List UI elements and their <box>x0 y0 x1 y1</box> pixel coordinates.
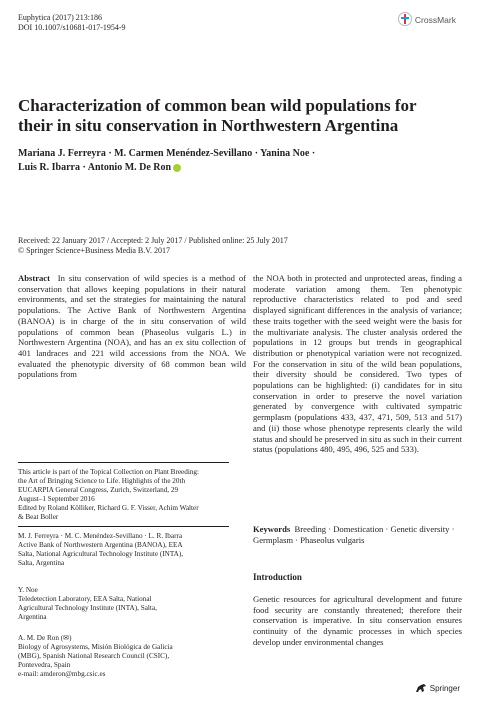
keywords-label: Keywords <box>253 524 291 534</box>
affiliation-line: Teledetection Laboratory, EEA Salta, National <box>18 595 152 603</box>
affiliation-line: Salta, Argentina <box>18 559 65 567</box>
keywords <box>253 524 462 545</box>
affiliation-1 <box>18 532 246 568</box>
author-line-1: Mariana J. Ferreyra · M. Carmen Menéndez-Sevillano · Yanina Noe · <box>18 148 316 159</box>
affiliation-line: Salta, National Agricultural Technology Institute (INTA), <box>18 550 184 558</box>
affiliation-3 <box>18 634 246 679</box>
publication-dates <box>18 236 458 256</box>
introduction-text: Genetic resources for agricultural development and future food security are constantly threatened; therefore their conservation is imperative. In situ conservation ensures continuity of the dynamic processes in which species develop under environmental changes <box>253 594 462 647</box>
history-dates: Received: 22 January 2017 / Accepted: 2 July 2017 / Published online: 25 July 2017 <box>18 236 288 245</box>
abstract-text-right: the NOA both in protected and unprotected areas, finding a moderate variation among them. Ten phenotypic reproductive characteristics related to pod and seed displayed significant differences in the analysis of variance; these traits together with the seed weight were the basis for the multivariate analysis. The cluster analysis ordered the populations in 12 groups but trends in geographical distribution or phenotypical variation were not recognized. For the conservation in situ of the wild bean populations, their diversity should be considered. Two types of populations can be highlighted: (i) candidates for in situ conservation in order to preserve the novel variation generated by convergence with cultivated sympatric germplasm (populations 433, 437, 471, 509, 513 and 517) and (ii) those whose phenotype represents clearly the wild status and should be preserved in situ as such in their current status (populations 480, 495, 496, 525 and 533). <box>253 273 462 455</box>
email-link[interactable]: e-mail: amderon@mbg.csic.es <box>18 670 106 678</box>
keywords-text: Breeding · Domestication · Genetic diversity · Germplasm · Phaseolus vulgaris <box>253 524 455 545</box>
affiliation-line: Pontevedra, Spain <box>18 661 71 669</box>
abstract-label: Abstract <box>18 273 50 283</box>
doi[interactable]: DOI 10.1007/s10681-017-1954-9 <box>18 23 126 32</box>
affiliation-line: (MBG), Spanish National Research Council (CSIC), <box>18 652 170 660</box>
affiliation-line: Active Bank of Northwestern Argentina (BANOA), EEA <box>18 541 183 549</box>
collection-note-line: the Art of Bringing Science to Life. Highlights of the 20th <box>18 477 186 485</box>
crossmark-label: CrossMark <box>414 15 456 25</box>
article-title: Characterization of common bean wild populations for their in situ conservation in Northwestern Argentina <box>18 96 417 135</box>
footnote-divider <box>18 462 229 463</box>
author-line-2: Luis R. Ibarra · Antonio M. De Ron <box>18 162 172 173</box>
springer-logo <box>415 683 460 693</box>
crossmark-badge[interactable] <box>398 12 456 28</box>
orcid-icon[interactable] <box>173 164 181 172</box>
affiliation-line: Argentina <box>18 613 47 621</box>
introduction-heading: Introduction <box>253 572 302 582</box>
collection-note-line: Edited by Roland Kölliker, Richard G. F. Visser, Achim Walter <box>18 504 199 512</box>
journal-citation: Euphytica (2017) 213:186 <box>18 13 102 22</box>
author-list <box>18 147 458 175</box>
publisher-name: Springer <box>429 683 460 693</box>
affiliation-line: Biology of Agrosystems, Misión Biológica de Galicia <box>18 643 173 651</box>
affiliation-divider <box>18 526 229 527</box>
collection-note <box>18 468 246 522</box>
copyright: © Springer Science+Business Media B.V. 2017 <box>18 246 170 255</box>
springer-horse-icon <box>415 683 427 693</box>
collection-note-line: & Beat Boller <box>18 513 59 521</box>
journal-header <box>18 13 126 33</box>
affiliation-line: M. J. Ferreyra · M. C. Menéndez-Sevillano · L. R. Ibarra <box>18 532 183 540</box>
abstract-right-column <box>253 273 462 455</box>
collection-note-line: This article is part of the Topical Collection on Plant Breeding: <box>18 468 200 476</box>
abstract-left-column <box>18 273 246 380</box>
collection-note-line: EUCARPIA General Congress, Zurich, Switzerland, 29 <box>18 486 179 494</box>
affiliation-2 <box>18 586 246 622</box>
affiliation-line: Agricultural Technology Institute (INTA), Salta, <box>18 604 157 612</box>
collection-note-line: August–1 September 2016 <box>18 495 95 503</box>
abstract-text-left: In situ conservation of wild species is a method of conservation that allows keeping populations in their natural environments, and set the strategies for maintaining the natural populations. The Active Bank of Northwestern Argentina (BANOA) is in charge of the in situ conservation of wild populations of common bean (Phaseolus vulgaris L.) in Northwestern Argentina (NOA), and has an ex situ collection of 401 landraces and 221 wild accessions from the NOA. We evaluated the phenotypic diversity of 68 common bean wild populations from <box>18 273 246 380</box>
affiliation-line: Y. Noe <box>18 586 38 594</box>
crossmark-icon <box>398 12 412 28</box>
affiliation-line: A. M. De Ron (✉) <box>18 634 72 642</box>
